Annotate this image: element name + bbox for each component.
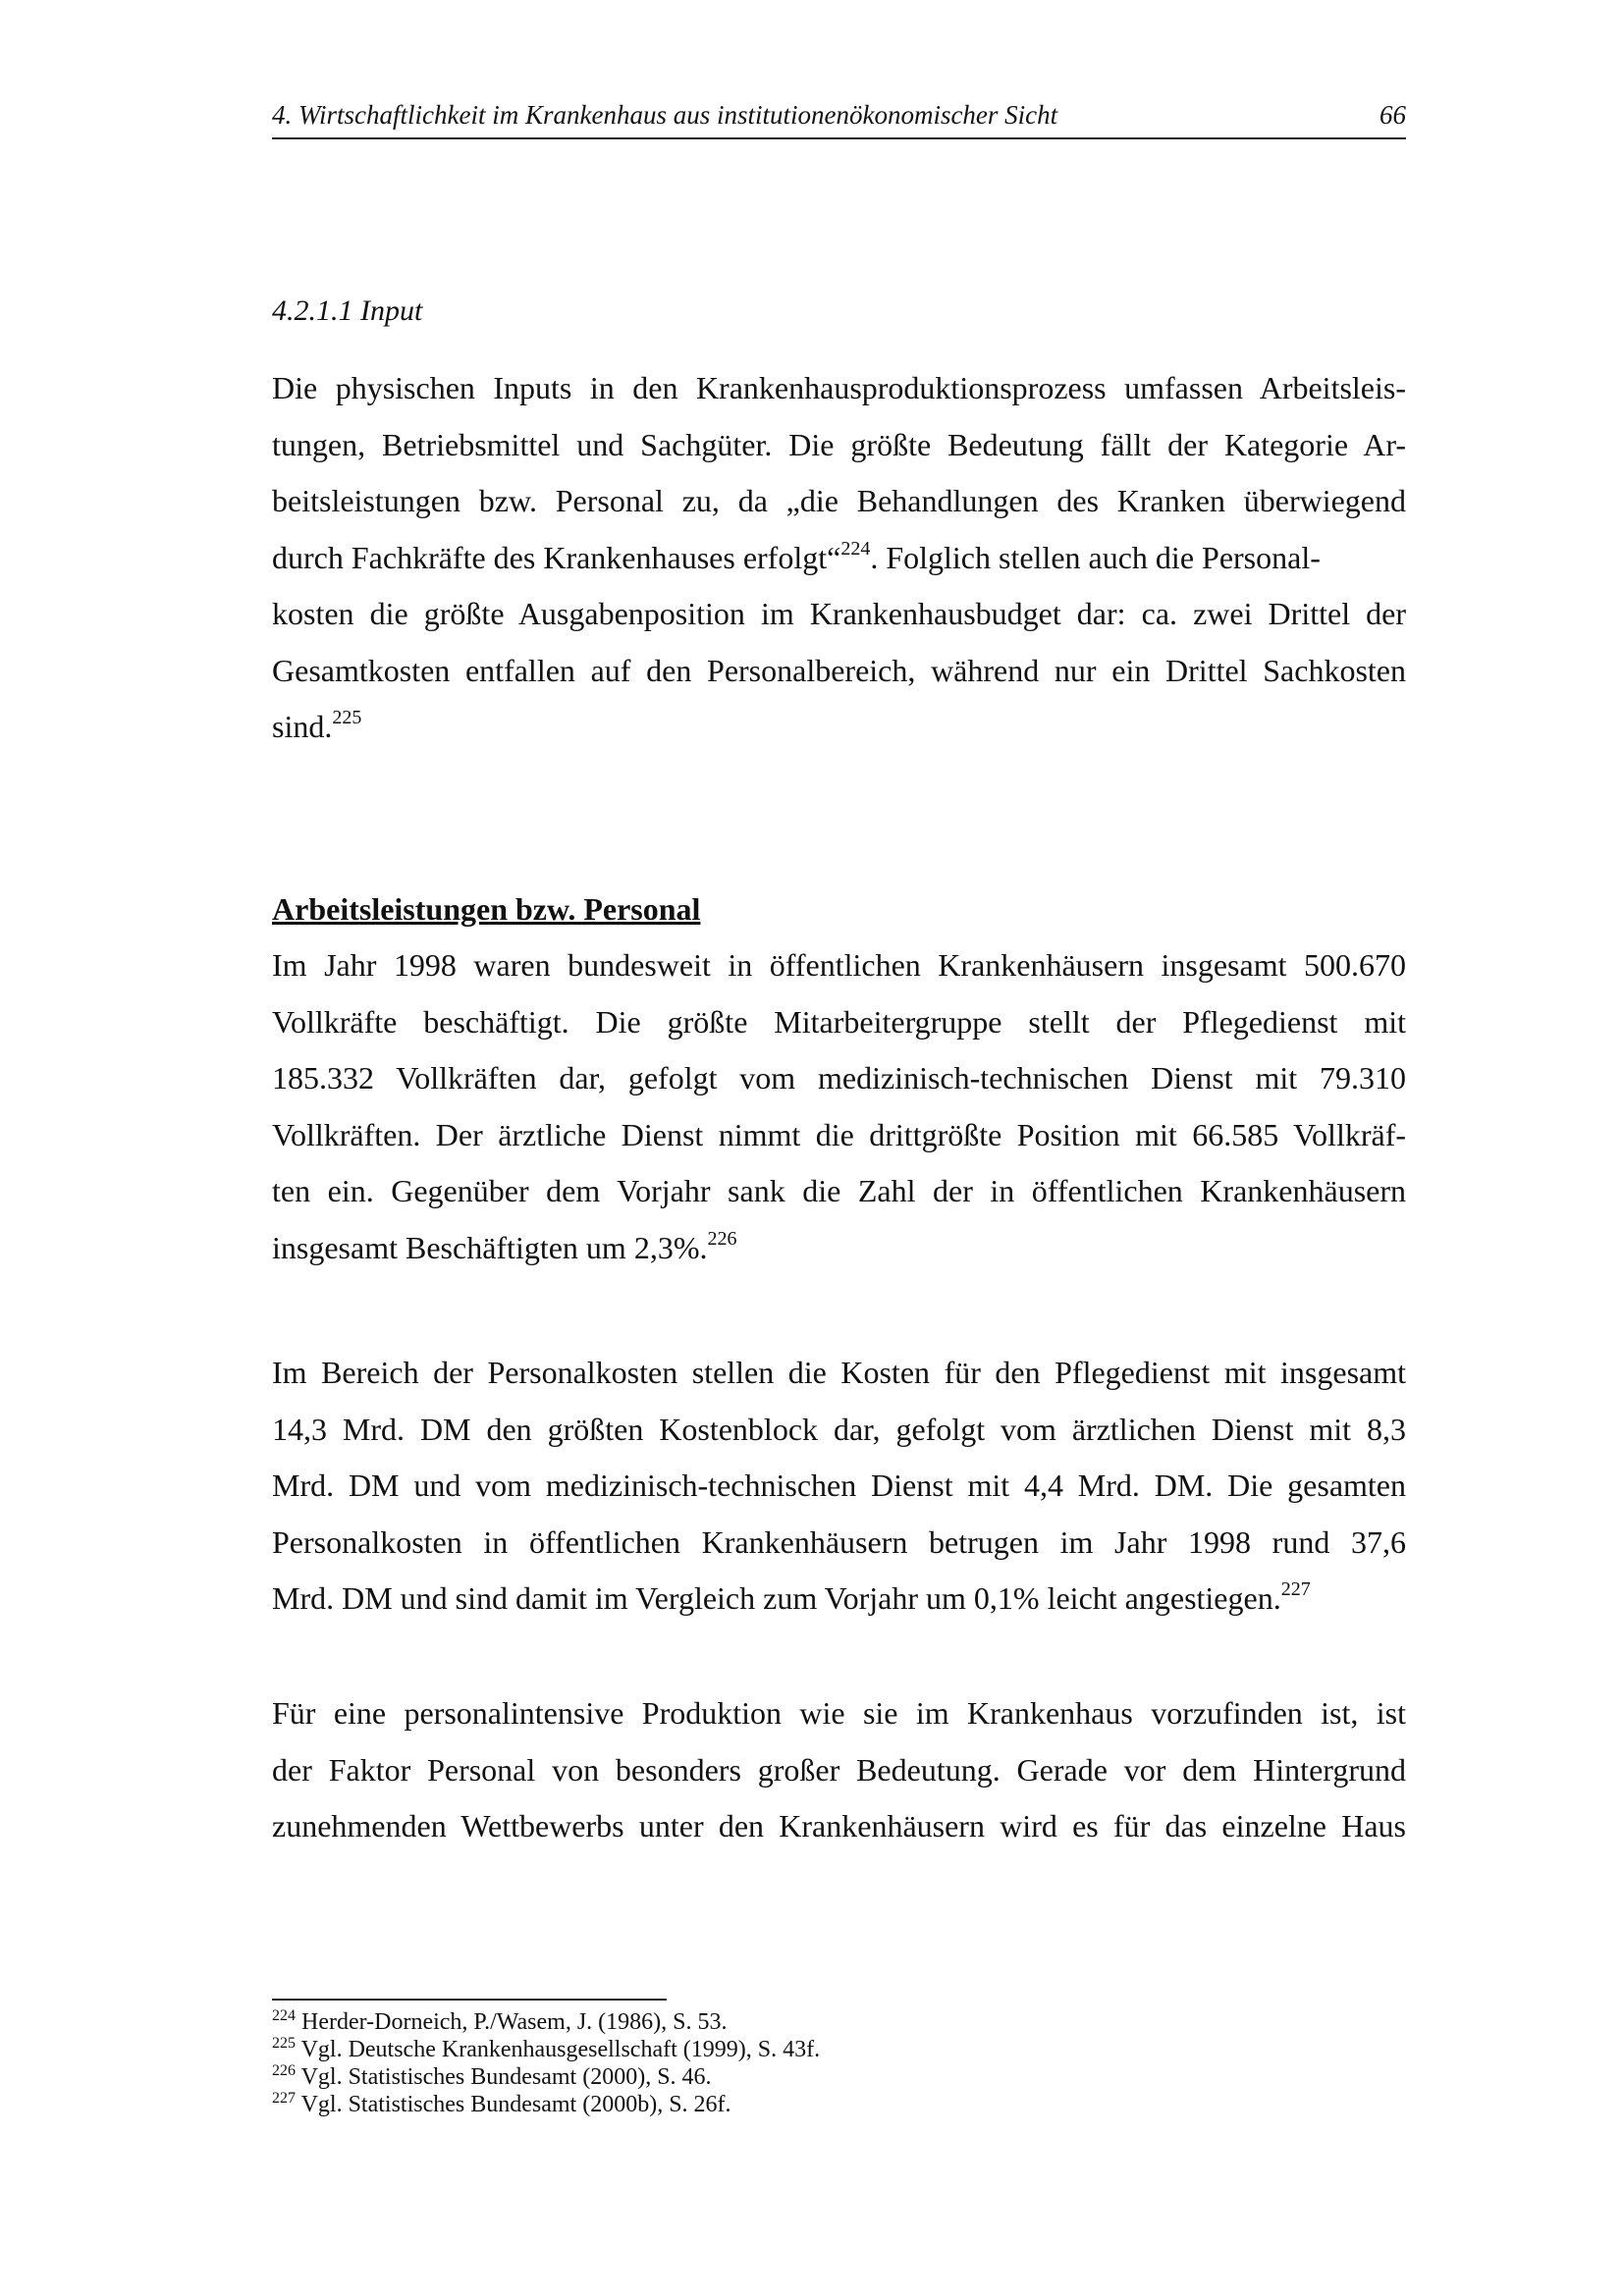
text-line: Mrd. DM und sind damit im Vergleich zum Vorjahr um 0,1% leicht angestiegen.$^{227}$: [272, 1578, 1311, 1616]
text-segment: durch Fachkräfte des Krankenhauses erfolgt“$^{224}$. Folglich stellen auch die Personal-: [272, 537, 1321, 575]
footnote-ref-225: 225: [332, 707, 362, 728]
paragraph-personalkosten: [272, 1345, 1406, 1628]
footnote-225: $^{225}$ Vgl. Deutsche Krankenhausgesellschaft (1999), S. 43f.: [272, 2035, 821, 2062]
text-line: [272, 530, 1406, 587]
text-line: Im Bereich der Personalkosten stellen die Kosten für den Pflegedienst mit insgesamt: [272, 1355, 1406, 1390]
text-line: ten ein. Gegenüber dem Vorjahr sank die Zahl der in öffentlichen Krankenhäusern: [272, 1173, 1406, 1208]
footnote-226: $^{226}$ Vgl. Statistisches Bundesamt (2000), S. 46.: [272, 2062, 712, 2090]
paragraph-personal: [272, 937, 1406, 1276]
section-title: 4.2.1.1 Input: [272, 294, 423, 327]
footnote-ref-227: 227: [1280, 1578, 1311, 1600]
paragraph-produktion: [272, 1685, 1406, 1855]
footnote-separator: [272, 1999, 667, 2001]
text-line: Vollkräften. Der ärztliche Dienst nimmt die drittgrößte Position mit 66.585 Vollkräf-: [272, 1116, 1406, 1152]
footnote-224: $^{224}$ Herder-Dorneich, P./Wasem, J. (1986), S. 53.: [272, 2007, 728, 2035]
text-line: 14,3 Mrd. DM den größten Kostenblock dar, gefolgt vom ärztlichen Dienst mit 8,3: [272, 1411, 1406, 1447]
text-line: zunehmenden Wettbewerbs unter den Krankenhäusern wird es für das einzelne Haus: [272, 1808, 1406, 1843]
text-line: Personalkosten in öffentlichen Krankenhäusern betrugen im Jahr 1998 rund 37,6: [272, 1523, 1406, 1560]
footnotes: [272, 2008, 820, 2118]
text-line: Mrd. DM und vom medizinisch-technischen Dienst mit 4,4 Mrd. DM. Die gesamten: [272, 1468, 1406, 1503]
running-header: [272, 96, 1406, 139]
text-line: insgesamt Beschäftigten um 2,3%.$^{226}$: [272, 1227, 737, 1265]
page-number: 66: [1380, 100, 1406, 130]
text-line: Die physischen Inputs in den Krankenhausproduktionsprozess umfassen Arbeitsleis-: [272, 370, 1406, 405]
text-line: sind.$^{225}$: [272, 707, 362, 744]
text-line: der Faktor Personal von besonders großer Bedeutung. Gerade vor dem Hintergrund: [272, 1751, 1406, 1788]
footnote-227: $^{227}$ Vgl. Statistisches Bundesamt (2000b), S. 26f.: [272, 2090, 731, 2117]
footnote-ref-226: 226: [707, 1227, 737, 1250]
subheading: Arbeitsleistungen bzw. Personal: [272, 891, 701, 927]
text-line: kosten die größte Ausgabenposition im Krankenhausbudget dar: ca. zwei Drittel der: [272, 596, 1406, 631]
text-line: 185.332 Vollkräften dar, gefolgt vom medizinisch-technischen Dienst mit 79.310: [272, 1060, 1406, 1095]
text-line: tungen, Betriebsmittel und Sachgüter. Die größte Bedeutung fällt der Kategorie Ar-: [272, 426, 1406, 462]
document-page: [272, 0, 1406, 2296]
paragraph-input: [272, 360, 1406, 756]
footnote-ref-224: 224: [840, 537, 871, 560]
text-line: Im Jahr 1998 waren bundesweit in öffentlichen Krankenhäusern insgesamt 500.670: [272, 947, 1406, 983]
text-line: Für eine personalintensive Produktion wie sie im Krankenhaus vorzufinden ist, ist: [272, 1695, 1406, 1731]
text-line: Vollkräfte beschäftigt. Die größte Mitarbeitergruppe stellt der Pflegedienst mit: [272, 1003, 1406, 1040]
text-line: beitsleistungen bzw. Personal zu, da „die Behandlungen des Kranken überwiegend: [272, 483, 1406, 518]
text-line: Gesamtkosten entfallen auf den Personalbereich, während nur ein Drittel Sachkosten: [272, 652, 1406, 688]
header-title: 4. Wirtschaftlichkeit im Krankenhaus aus institutionenökonomischer Sicht: [272, 100, 1058, 130]
